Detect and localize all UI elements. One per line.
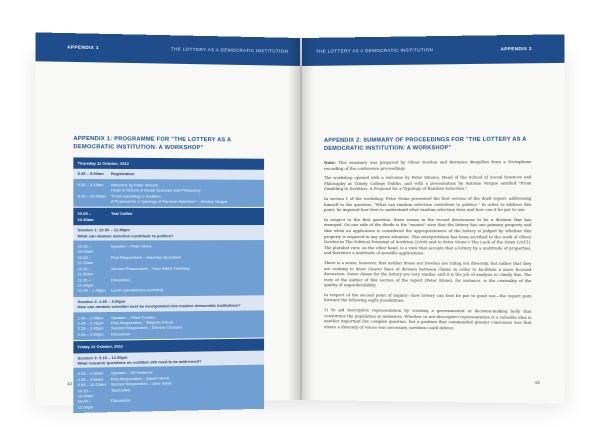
item-time: 11.10 – 11.30am bbox=[77, 265, 94, 277]
book-gutter bbox=[288, 38, 314, 400]
right-page-header-band bbox=[302, 34, 565, 66]
programme-table bbox=[73, 156, 264, 413]
item-desc: Head of School of Social Sciences and Philosophy bbox=[110, 187, 201, 193]
note-text: This summary was prepared by Oliver Dowlen and Bernaice Benjellon from a Dictaphone recording of the conference proceedings. bbox=[323, 158, 532, 171]
paragraph: In section 1 of the workshop, Peter Stone presented the first section of the draft report, addressing himself to the question, "What can random selection contribute to politics." In order to address this point, he inquired how best to understand what random selection does and how can it be put to use. bbox=[323, 195, 532, 213]
right-page-heading: APPENDIX 2: SUMMARY OF PROCEEDINGS FOR "THE LOTTERY AS A DEMOCRATIC INSTITUTION: A WORKSHOP" bbox=[323, 136, 527, 152]
item-time: 9.35 – 9.55am bbox=[77, 376, 104, 382]
item-desc: Discussion bbox=[110, 276, 131, 282]
paragraph: 1) To aid descriptive representation by creating a governmental or decision-making body that constitutes the population in miniature. Whether or not descriptive representation is a valuable idea is another important but complex question, but a position that commanded greater consensus was that where a diversity of voices was necessary, sortition could deliver. bbox=[323, 307, 532, 331]
item-time: 10.30 – 10.50am bbox=[77, 243, 94, 255]
session-2-title: Session 2: 1.45 – 4.00pm bbox=[77, 298, 126, 304]
tea-label: Tea/ Coffee bbox=[110, 211, 133, 217]
session-2-question: How can random selection best be incorporated into modern democratic institutions? bbox=[77, 302, 241, 310]
item-time: 9.15 – 9.35am bbox=[77, 370, 104, 377]
left-page-heading: APPENDIX 1: PROGRAMME FOR "THE LOTTERY AS A DEMOCRATIC INSTITUTION: A WORKSHOP" bbox=[73, 135, 232, 151]
note-label: Note: bbox=[323, 159, 336, 165]
item-time: 2.05 – 2.25pm bbox=[77, 320, 104, 326]
item-desc: Second Respondent – Jane Suiter bbox=[110, 380, 173, 387]
item-time: 10.45 – 12.00pm bbox=[77, 398, 94, 410]
open-booklet bbox=[42, 38, 560, 410]
paragraph: In respect of the second point of inquiry—how lottery can best be put to good use—the report puts forward the following eight possibilities: bbox=[323, 291, 532, 304]
registration-label: Registration bbox=[110, 171, 135, 177]
tea-row bbox=[73, 208, 264, 225]
right-header-title: THE LOTTERY AS A DEMOCRATIC INSTITUTION bbox=[315, 47, 434, 54]
day-header: Thursday 11 October, 2012 bbox=[73, 157, 264, 170]
left-header-title: THE LOTTERY AS A DEMOCRATIC INSTITUTION bbox=[170, 46, 289, 54]
item-desc: Speaker – Peter Stone bbox=[110, 243, 152, 249]
tea-time: 10.00 – 10.30am bbox=[77, 211, 94, 222]
item-desc: "From Gambling to Sortition: bbox=[110, 193, 162, 199]
session-3-rows bbox=[73, 365, 264, 413]
list-item bbox=[78, 329, 260, 337]
item-desc: Welcome by Peter Simons bbox=[110, 182, 159, 188]
item-time: 9.55 – 10.15am bbox=[77, 381, 106, 388]
paragraph: The workshop opened with a welcome by Peter Simons, Head of the School of Social Sciences and Philosophy at Trinity College Dublin, and with a presentation by Antoine Vergne entitled "From Gambling to Sortition: A Proposal for a Typology of Random Selection." bbox=[323, 174, 532, 192]
item-time: 11.30 – 12.45pm bbox=[77, 276, 94, 288]
left-page bbox=[35, 32, 300, 410]
item-desc: A Proposal for a Typology of Random Selection" – Antoine Vergne bbox=[110, 198, 228, 204]
item-time: 10.15 – 10.45am bbox=[77, 387, 94, 399]
item-desc: Lunch (sandwiches provided) bbox=[110, 287, 164, 293]
item-time bbox=[78, 199, 107, 205]
list-item bbox=[78, 287, 260, 294]
item-time: 10.50 – 11.10am bbox=[77, 254, 94, 266]
item-desc: Discussion bbox=[110, 397, 131, 404]
paragraph: In respect to the first question, there seems in the recent discussions to be a division that has emerged. On one side of the divide is the "monist" view that the lottery has one primary property and that when an application is considered the appropriateness of the lottery is judged by whether this property is required in any given situation. This interpretation has been ascribed to the work of Oliver Dowlen in The Political Potential of Sortition (2008) and to Peter Stone's The Luck of the Draw (2011). The pluralist view, on the other hand, is a view that accepts that a lottery by a multitude of properties, and therefore a multitude of possible applications. bbox=[323, 216, 532, 256]
item-time: 2.25 – 2.45pm bbox=[77, 325, 104, 332]
list-item bbox=[78, 395, 260, 410]
session-1-rows bbox=[73, 240, 264, 297]
registration-time: 8.45 – 9.00am bbox=[77, 171, 104, 177]
right-page bbox=[302, 34, 565, 403]
item-desc: Speaker – Gil Delannoi bbox=[110, 369, 153, 376]
session-3-title: Session 3: 9.15 – 12.00pm bbox=[77, 354, 128, 361]
item-time: 9.15 – 10.00am bbox=[77, 192, 106, 199]
item-time: 2.45 – 4.00pm bbox=[77, 331, 104, 337]
session-1-header bbox=[73, 225, 264, 240]
item-desc: Second Respondent – Yoan Allard-Tremblay bbox=[110, 265, 190, 271]
item-desc: First Respondent – Stephen Elstub bbox=[110, 319, 174, 326]
right-header-appendix: APPENDIX 2 bbox=[500, 45, 532, 52]
item-desc: Speaker – Oliver Dowlen bbox=[110, 314, 156, 320]
session-3-question: What research questions on sortition still need to be addressed? bbox=[77, 358, 202, 366]
item-desc: Second Respondent – Étienne Chouard bbox=[110, 324, 182, 331]
left-page-header-band bbox=[35, 32, 300, 66]
list-item bbox=[78, 199, 260, 205]
summary-body bbox=[324, 159, 531, 336]
item-desc: First Respondent – David Farrell bbox=[110, 375, 169, 382]
note-paragraph bbox=[324, 159, 531, 171]
welcome-block bbox=[73, 179, 264, 208]
item-desc: Tea/Coffee bbox=[110, 386, 131, 393]
item-desc: First Respondent – Hubertus Buchstein bbox=[110, 254, 181, 260]
list-item bbox=[78, 243, 260, 255]
left-page-number: 42 bbox=[67, 381, 73, 387]
left-header-appendix: APPENDIX 1 bbox=[67, 44, 99, 51]
day-2-header: Friday 12 October, 2012 bbox=[73, 339, 264, 353]
item-desc: Discussion bbox=[110, 330, 131, 337]
item-time: 9.00 – 9.15am bbox=[77, 181, 104, 188]
item-time: 12.45 – 1.45pm bbox=[77, 287, 106, 294]
item-time: 1.45 – 2.05pm bbox=[77, 314, 104, 321]
right-page-number: 43 bbox=[534, 379, 540, 386]
paragraph: There is a sense, however, that neither Stone nor Dowlen are ruling out diversity, but rather that they are seeking to draw clearer lines of division between claims in order to facilitate a more focused discussion. Some claims for the lottery are very similar, and it is the job of analysis to clarify this. The view of the author of this section of the report (Peter Stone), for instance, is the centrality of the quality of unpredictability. bbox=[323, 259, 532, 288]
session-2-rows bbox=[73, 310, 264, 340]
session-1-title: Session 1: 10.30 – 12.45pm bbox=[77, 227, 130, 233]
session-1-question: What can random selection contribute to politics? bbox=[77, 232, 174, 239]
